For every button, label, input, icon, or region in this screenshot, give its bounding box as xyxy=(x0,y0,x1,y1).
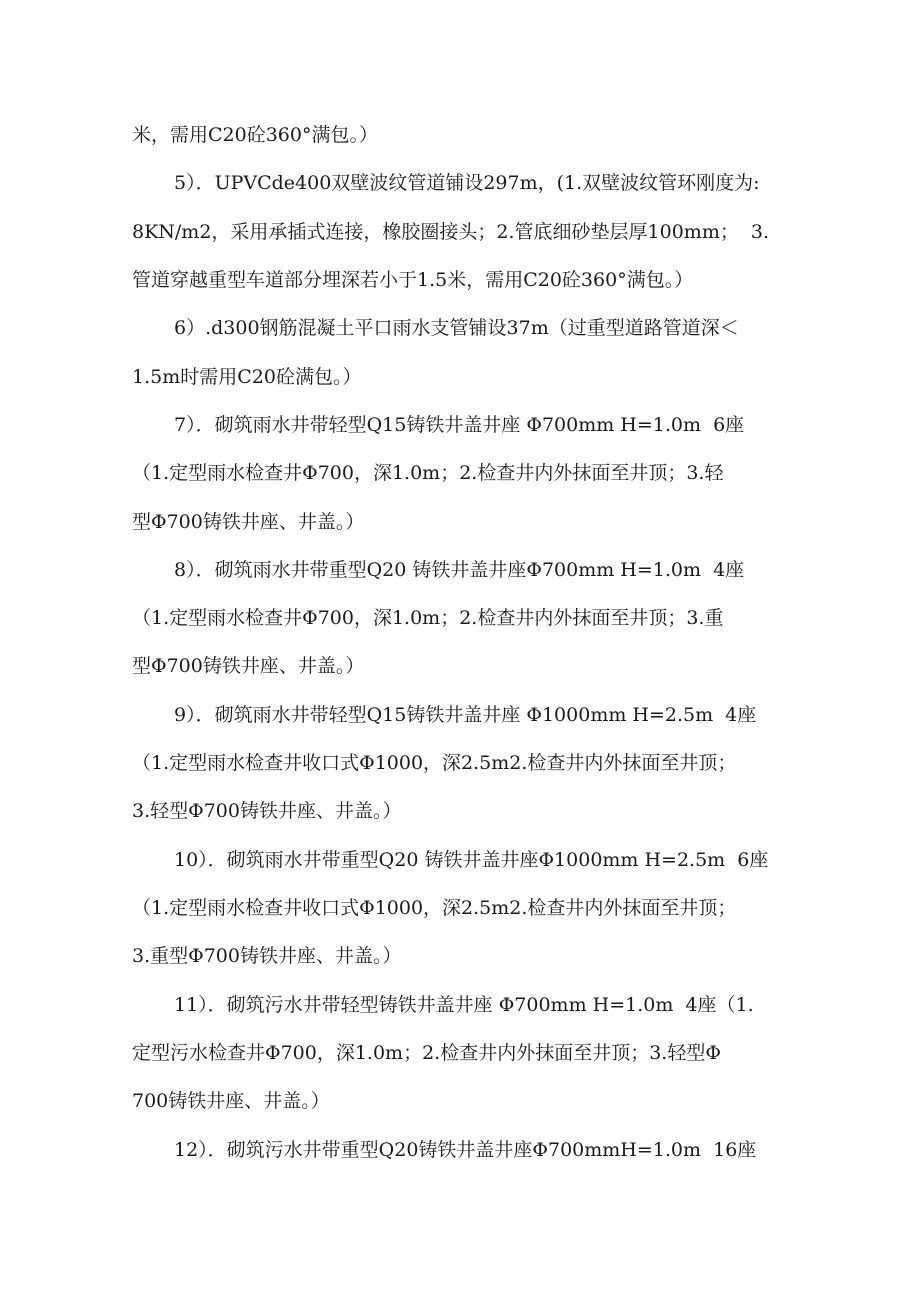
text-line-11: （1.定型雨水检查井Φ700，深1.0m；2.检查井内外抹面至井顶；3.重 xyxy=(132,607,724,629)
text-line-22: 12）．砌筑污水井带重型Q20铸铁井盖井座Φ700mmH=1.0m 16座 xyxy=(174,1139,757,1161)
text-line-14: （1.定型雨水检查井收口式Φ1000，深2.5m2.检查井内外抹面至井顶； xyxy=(132,752,737,774)
text-line-2: 5）．UPVCde400双壁波纹管道铺设297m，(1.双壁波纹管环刚度为: xyxy=(174,172,760,194)
text-line-7: 7）．砌筑雨水井带轻型Q15铸铁井盖井座 Φ700mm H=1.0m 6座 xyxy=(174,414,745,436)
text-line-9: 型Φ700铸铁井座、井盖。） xyxy=(132,511,365,533)
text-line-1: 米，需用C20砼360°满包。） xyxy=(132,124,378,146)
text-line-4: 管道穿越重型车道部分埋深若小于1.5米，需用C20砼360°满包。） xyxy=(132,269,694,291)
text-line-5: 6）.d300钢筋混凝土平口雨水支管铺设37m（过重型道路管道深＜ xyxy=(174,317,739,339)
text-line-8: （1.定型雨水检查井Φ700，深1.0m；2.检查井内外抹面至井顶；3.轻 xyxy=(132,462,724,484)
text-line-21: 700铸铁井座、井盖。） xyxy=(132,1090,330,1112)
text-line-17: （1.定型雨水检查井收口式Φ1000，深2.5m2.检查井内外抹面至井顶； xyxy=(132,897,737,919)
text-line-3: 8KN/m2，采用承插式连接，橡胶圈接头；2.管底细砂垫层厚100mm； 3. xyxy=(132,221,770,243)
text-line-6: 1.5m时需用C20砼满包。） xyxy=(132,366,362,388)
text-line-18: 3.重型Φ700铸铁井座、井盖。） xyxy=(132,945,402,967)
text-line-16: 10）．砌筑雨水井带重型Q20 铸铁井盖井座Φ1000mm H=2.5m 6座 xyxy=(174,849,769,871)
text-line-20: 定型污水检查井Φ700，深1.0m；2.检查井内外抹面至井顶；3.轻型Φ xyxy=(132,1042,721,1064)
text-line-13: 9）．砌筑雨水井带轻型Q15铸铁井盖井座 Φ1000mm H=2.5m 4座 xyxy=(174,704,757,726)
text-line-15: 3.轻型Φ700铸铁井座、井盖。） xyxy=(132,800,402,822)
text-line-10: 8）．砌筑雨水井带重型Q20 铸铁井盖井座Φ700mm H=1.0m 4座 xyxy=(174,559,745,581)
text-line-12: 型Φ700铸铁井座、井盖。） xyxy=(132,655,365,677)
text-line-19: 11）．砌筑污水井带轻型铸铁井盖井座 Φ700mm H=1.0m 4座（1. xyxy=(174,994,754,1016)
